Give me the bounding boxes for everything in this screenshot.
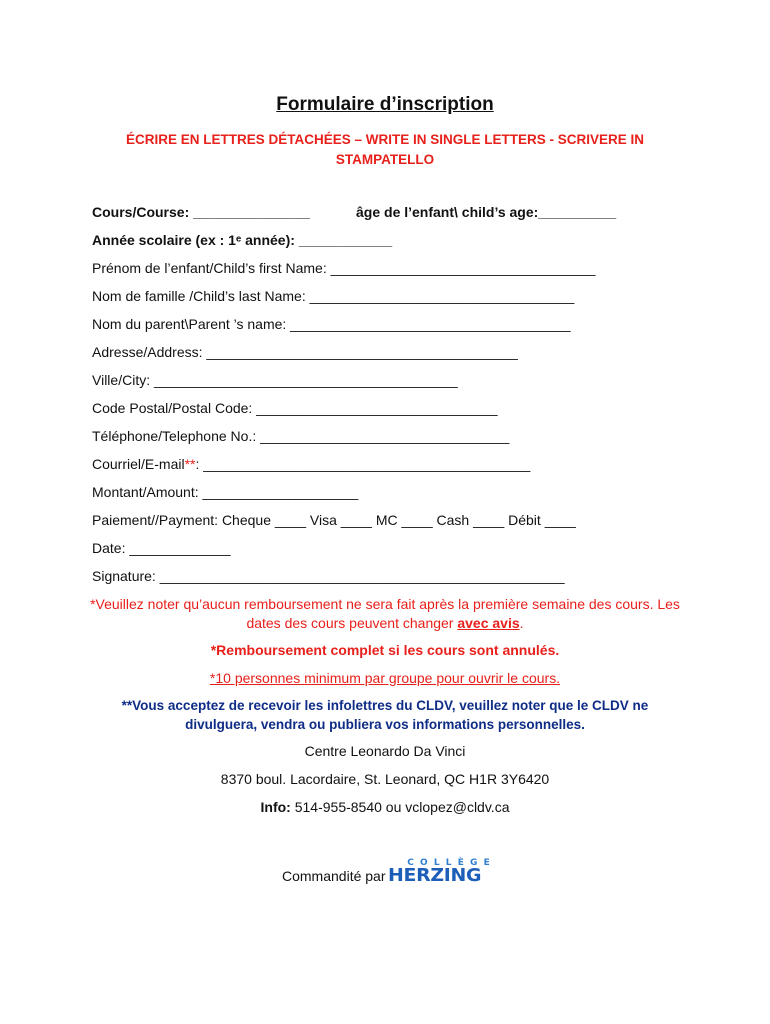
refund-line-2 — [90, 614, 680, 633]
email-field[interactable] — [92, 455, 530, 473]
address-field-text: Adresse/Address: ________________________________________ — [92, 344, 518, 360]
course-field-text: Cours/Course: _______________ — [92, 204, 310, 220]
date-field[interactable] — [92, 539, 231, 557]
last-name-field-text: Nom de famille /Child’s last Name: __________________________________ — [92, 288, 575, 304]
form-title: Formulaire d’inscription — [276, 94, 494, 115]
organization-name: Centre Leonardo Da Vinci — [304, 743, 466, 759]
postal-code-field[interactable] — [92, 399, 498, 417]
refund-line-2-text: dates des cours peuvent changer — [246, 615, 458, 631]
parent-name-field[interactable] — [92, 315, 570, 333]
minimum-participants-note: *10 personnes minimum par groupe pour ouvrir le cours. — [209, 670, 561, 686]
logo-herzing-text: HERZING — [388, 865, 482, 886]
form-subtitle: ÉCRIRE EN LETTRES DÉTACHÉES – WRITE IN SINGLE LETTERS - SCRIVERE IN STAMPATELLO — [125, 132, 645, 167]
payment-field-text: Paiement//Payment: Cheque ____ Visa ____ MC ____ Cash ____ Débit ____ — [92, 512, 576, 528]
parent-name-field-text: Nom du parent\Parent ’s name: ____________________________________ — [92, 316, 571, 332]
amount-field[interactable] — [92, 483, 358, 501]
postal-code-field-text: Code Postal/Postal Code: _______________________________ — [92, 400, 498, 416]
signature-field[interactable] — [92, 567, 565, 585]
school-year-field[interactable] — [92, 231, 392, 249]
newsletter-line-1: **Vous acceptez de recevoir les infolettres du CLDV, veuillez noter que le CLDV ne — [121, 698, 649, 713]
herzing-college-logo — [388, 858, 498, 888]
sponsor-block — [282, 858, 512, 888]
first-name-field-text: Prénom de l’enfant/Child’s first Name: __________________________________ — [92, 260, 596, 276]
payment-field[interactable] — [92, 511, 576, 529]
city-field[interactable] — [92, 371, 458, 389]
refund-line-1: *Veuillez noter qu’aucun remboursement ne sera fait après la première semaine des cours. Les — [90, 596, 680, 612]
email-required-stars: ** — [184, 456, 196, 472]
phone-field[interactable] — [92, 427, 509, 445]
school-year-field-text: Année scolaire (ex : 1ᵉ année): ____________ — [92, 232, 393, 248]
contact-info-value: 514-955-8540 ou vclopez@cldv.ca — [290, 799, 510, 815]
sponsor-label: Commandité par — [282, 868, 386, 884]
contact-info — [0, 798, 770, 816]
refund-notice-emphasis: avec avis — [457, 615, 520, 631]
address-field[interactable] — [92, 343, 518, 361]
child-age-field-text: âge de l’enfant\ child’s age:__________ — [356, 204, 617, 220]
refund-line-2-end: . — [519, 615, 524, 631]
course-field[interactable] — [92, 203, 310, 221]
email-field-label: Courriel/E-mail — [92, 456, 185, 472]
contact-info-label: Info: — [260, 799, 291, 815]
signature-field-text: Signature: ____________________________________________________ — [92, 568, 565, 584]
full-refund-note: *Remboursement complet si les cours sont annulés. — [210, 642, 560, 658]
child-age-field[interactable] — [356, 203, 616, 221]
organization-address: 8370 boul. Lacordaire, St. Leonard, QC H1R 3Y6420 — [220, 771, 550, 787]
city-field-text: Ville/City: _______________________________________ — [92, 372, 458, 388]
amount-field-text: Montant/Amount: ____________________ — [92, 484, 359, 500]
date-field-text: Date: _____________ — [92, 540, 231, 556]
newsletter-line-2: divulguera, vendra ou publiera vos informations personnelles. — [185, 717, 585, 732]
first-name-field[interactable] — [92, 259, 595, 277]
phone-field-text: Téléphone/Telephone No.: ________________________________ — [92, 428, 510, 444]
refund-policy-note — [90, 595, 680, 633]
email-field-line: : __________________________________________ — [195, 456, 531, 472]
last-name-field[interactable] — [92, 287, 574, 305]
logo-college-text: COLLÈGE — [407, 858, 496, 868]
newsletter-consent-note — [90, 696, 680, 734]
